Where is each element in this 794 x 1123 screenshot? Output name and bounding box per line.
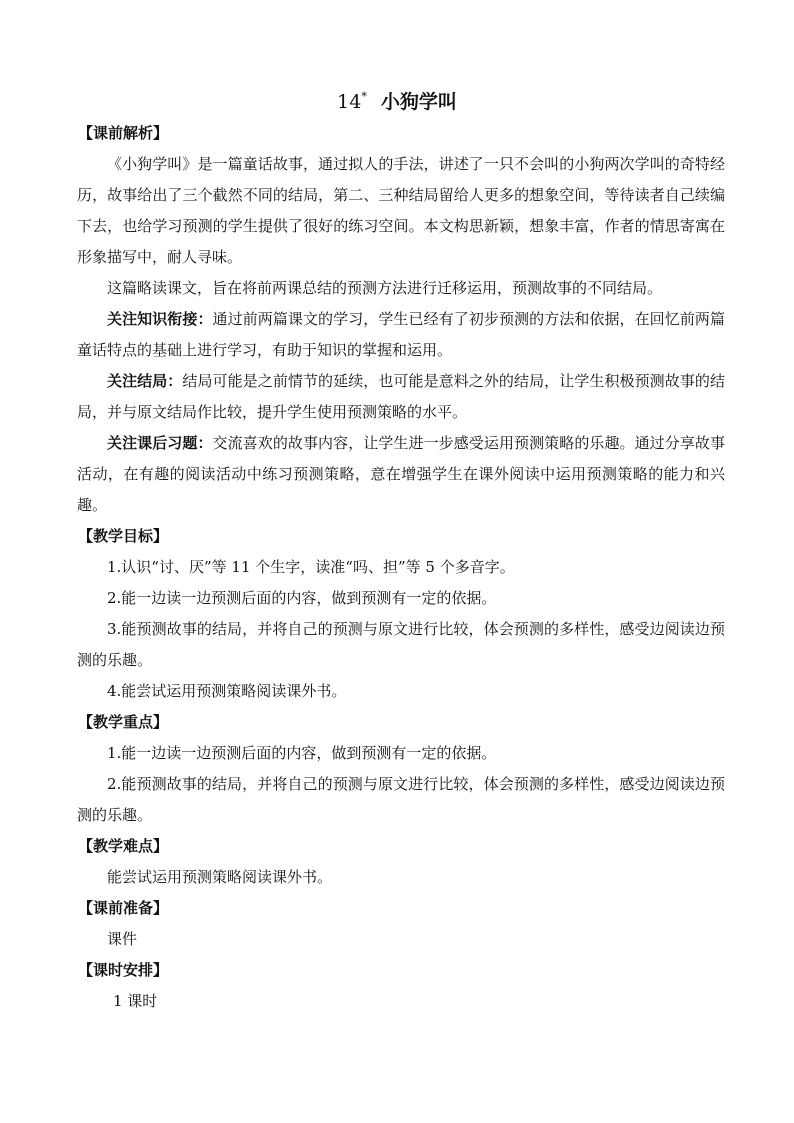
analysis-paragraph-1: 《小狗学叫》是一篇童话故事，通过拟人的手法，讲述了一只不会叫的小狗两次学叫的奇特经历，故事给出了三个截然不同的结局，第二、三种结局留给人更多的想象空间，等待读者自己续编下去，也给学习预测的学生提供了很好的练习空间。本文构思新颖，想象丰富，作者的情思寄寓在形象描写中，耐人寻味。 [77, 155, 725, 266]
focus-label-ending: 关注结局： [107, 372, 183, 390]
goal-item-4: 4.能尝试运用预测策略阅读课外书。 [107, 682, 347, 700]
key-point-item-1: 1.能一边读一边预测后面的内容，做到预测有一定的依据。 [107, 744, 497, 762]
lesson-mark: * [361, 90, 367, 103]
difficulty-text: 能尝试运用预测策略阅读课外书。 [107, 868, 333, 886]
preparation-text: 课件 [107, 930, 138, 948]
lesson-number: 14 [337, 91, 362, 113]
section-heading-schedule: 【课时安排】 [78, 961, 169, 979]
section-heading-preparation: 【课前准备】 [78, 899, 169, 917]
goal-item-2: 2.能一边读一边预测后面的内容，做到预测有一定的依据。 [107, 589, 497, 607]
focus-text-knowledge: 通过前两篇课文的学习，学生已经有了初步预测的方法和依据，在回忆前两篇童话特点的基础上进行学习，有助于知识的掌握和运用。 [77, 310, 725, 359]
schedule-text: 1 课时 [113, 992, 158, 1010]
goal-item-3: 3.能预测故事的结局，并将自己的预测与原文进行比较，体会预测的多样性，感受边阅读边预测的乐趣。 [77, 620, 725, 669]
analysis-paragraph-3 [77, 304, 725, 366]
goal-item-1: 1.认识“讨、厌”等 11 个生字，读准“吗、担”等 5 个多音字。 [107, 558, 515, 576]
section-heading-key-points: 【教学重点】 [78, 713, 169, 731]
focus-label-exercises: 关注课后习题： [107, 434, 213, 452]
key-point-item-2: 2.能预测故事的结局，并将自己的预测与原文进行比较，体会预测的多样性，感受边阅读边预测的乐趣。 [77, 775, 725, 824]
document-body [77, 118, 725, 1017]
lesson-title-text: 小狗学叫 [380, 91, 457, 113]
lesson-title [0, 84, 794, 115]
analysis-paragraph-2: 这篇略读课文，旨在将前两课总结的预测方法进行迁移运用，预测故事的不同结局。 [107, 279, 663, 297]
section-heading-goals: 【教学目标】 [78, 527, 169, 545]
analysis-paragraph-4 [77, 366, 725, 428]
focus-label-knowledge: 关注知识衔接： [107, 310, 213, 328]
focus-text-exercises: 交流喜欢的故事内容，让学生进一步感受运用预测策略的乐趣。通过分享故事活动，在有趣的阅读活动中练习预测策略，意在增强学生在课外阅读中运用预测策略的能力和兴趣。 [77, 434, 725, 514]
section-heading-difficulties: 【教学难点】 [78, 837, 169, 855]
focus-text-ending: 结局可能是之前情节的延续，也可能是意料之外的结局，让学生积极预测故事的结局，并与原文结局作比较，提升学生使用预测策略的水平。 [77, 372, 725, 421]
section-heading-analysis: 【课前解析】 [78, 124, 169, 142]
analysis-paragraph-5 [77, 428, 725, 521]
